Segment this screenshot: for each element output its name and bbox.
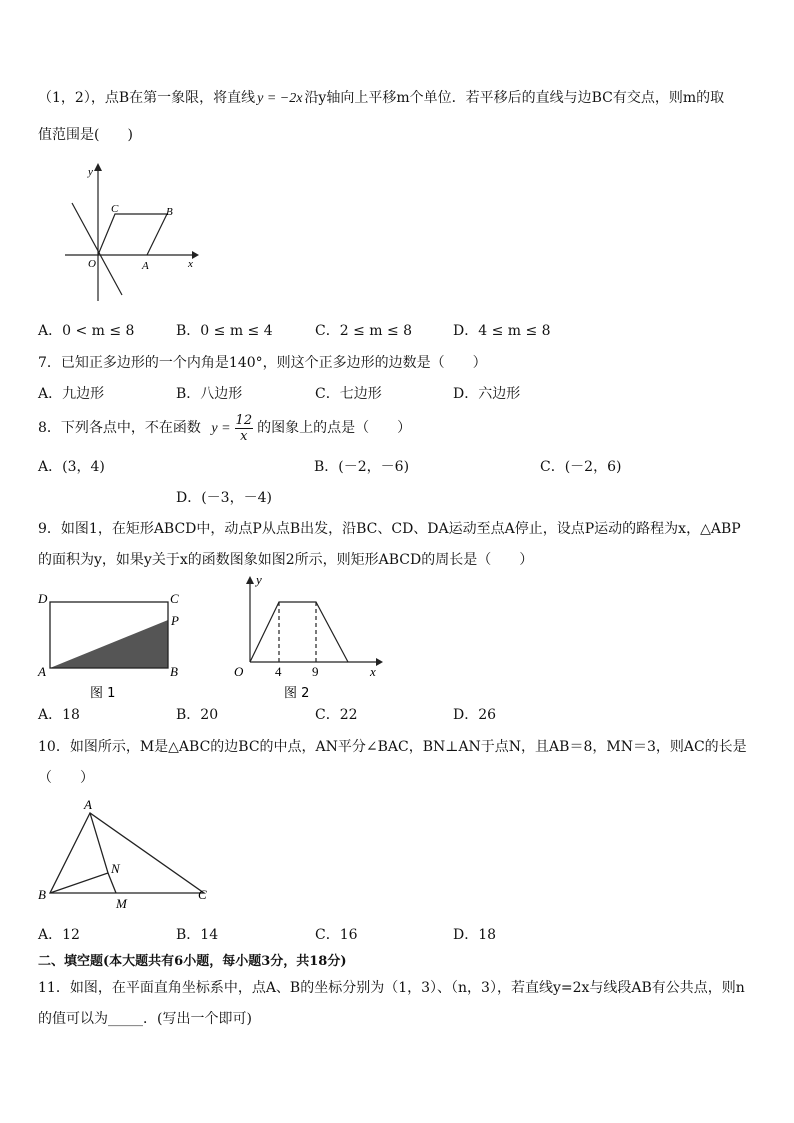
q9-figure-1 (34, 588, 194, 701)
q8-eq-lhs: y = (211, 421, 231, 436)
q9-f2-y: y (256, 572, 262, 587)
q10-label-m: M (116, 896, 127, 911)
q9-f1-caption: 图 1 (90, 686, 116, 701)
q10-option-a[interactable]: A．12 (38, 927, 80, 943)
q8-denominator: x (240, 428, 248, 444)
q10-option-d[interactable]: D．18 (453, 927, 497, 943)
q10-figure (34, 797, 224, 912)
q8-fraction (235, 413, 254, 444)
q10-stem-line1: 10．如图所示，M是△ABC的边BC的中点，AN平分∠BAC，BN⊥AN于点N，且AB＝8，MN＝3，则AC的长是 (38, 739, 747, 755)
q6-stem-part2: 沿y轴向上平移m个单位．若平移后的直线与边BC有交点，则m的取 (304, 90, 725, 106)
q6-label-o: O (88, 258, 96, 270)
q6-parallelogram (98, 214, 167, 255)
section-heading-fill-in: 二、填空题(本大题共有6小题，每小题3分，共18分) (38, 954, 347, 969)
q8-stem (38, 410, 411, 446)
q9-stem-line2: 的面积为y，如果y关于x的函数图象如图2所示，则矩形ABCD的周长是（ ） (38, 552, 534, 568)
q6-option-c[interactable]: C．2 ≤ m ≤ 8 (315, 323, 413, 339)
q10-label-b: B (38, 887, 46, 902)
q8-option-a[interactable]: A．(3，4) (38, 459, 105, 475)
q6-option-a[interactable]: A．0 < m ≤ 8 (38, 323, 135, 339)
q9-stem-line1: 9．如图1，在矩形ABCD中，动点P从点B出发，沿BC、CD、DA运动至点A停止，设点P运动的路程为x，△ABP (38, 521, 741, 537)
q9-f2-o: O (234, 664, 244, 679)
q9-f1-b: B (170, 664, 178, 679)
q10-option-b[interactable]: B．14 (176, 927, 219, 943)
q9-option-a[interactable]: A．18 (38, 707, 80, 723)
q10-stem-line2: （ ） (38, 770, 94, 786)
q7-option-c[interactable]: C．七边形 (315, 386, 382, 402)
q8-option-b[interactable]: B．(－2，－6) (314, 459, 410, 475)
q9-option-b[interactable]: B．20 (176, 707, 219, 723)
q11-stem-line1: 11．如图，在平面直角坐标系中，点A、B的坐标分别为（1，3）、（n，3），若直线y=2x与线段AB有公共点，则n (38, 980, 745, 996)
q6-stem-part1: （1，2），点B在第一象限，将直线 (38, 90, 256, 106)
q10-label-a: A (84, 797, 92, 812)
q9-f2-caption: 图 2 (284, 686, 310, 701)
q10-segment-nm (108, 873, 116, 893)
q9-f1-d: D (38, 591, 48, 606)
q9-shaded-triangle (50, 620, 168, 668)
q6-equation: y = −2x (257, 91, 303, 106)
q6-label-b: B (166, 206, 173, 218)
q6-figure (60, 163, 220, 303)
q8-option-c[interactable]: C．(－2，6) (540, 459, 622, 475)
q9-option-c[interactable]: C．22 (315, 707, 358, 723)
q8-stem-part2: 的图象上的点是（ ） (257, 420, 412, 436)
q8-numerator: 12 (235, 412, 253, 428)
q6-line-y-neg2x (72, 203, 122, 295)
q8-stem-part1: 8．下列各点中，不在函数 (38, 420, 201, 436)
q9-option-d[interactable]: D．26 (453, 707, 497, 723)
q11-stem-line2: 的值可以为_____．(写出一个即可) (38, 1011, 252, 1027)
q10-label-n: N (111, 861, 120, 876)
q9-f1-p: P (171, 613, 179, 628)
q8-option-d[interactable]: D．(－3，－4) (176, 490, 272, 506)
q7-stem: 7．已知正多边形的一个内角是140°，则这个正多边形的边数是（ ） (38, 355, 487, 371)
q6-option-b[interactable]: B．0 ≤ m ≤ 4 (176, 323, 273, 339)
q9-f2-tick-9: 9 (312, 664, 319, 679)
q6-label-c: C (111, 203, 119, 215)
q10-segments-an-bn (50, 813, 108, 893)
q6-option-d[interactable]: D．4 ≤ m ≤ 8 (453, 323, 551, 339)
q7-option-b[interactable]: B．八边形 (176, 386, 243, 402)
q6-stem-line1 (38, 89, 724, 108)
q7-option-d[interactable]: D．六边形 (453, 386, 521, 402)
q9-figure-2 (226, 572, 396, 701)
q7-option-a[interactable]: A．九边形 (38, 386, 105, 402)
q10-option-c[interactable]: C．16 (315, 927, 358, 943)
q9-f1-a: A (38, 664, 46, 679)
q6-label-y: y (88, 166, 93, 178)
q10-triangle-abc (50, 813, 204, 893)
q9-f1-c: C (170, 591, 179, 606)
q10-label-c: C (198, 887, 207, 902)
q6-label-x: x (188, 258, 193, 270)
q9-f2-x: x (370, 664, 376, 679)
q6-label-a: A (142, 260, 149, 272)
q9-f2-tick-4: 4 (275, 664, 282, 679)
q9-f2-graph (250, 602, 348, 662)
q6-stem-line2: 值范围是( ) (38, 127, 133, 143)
